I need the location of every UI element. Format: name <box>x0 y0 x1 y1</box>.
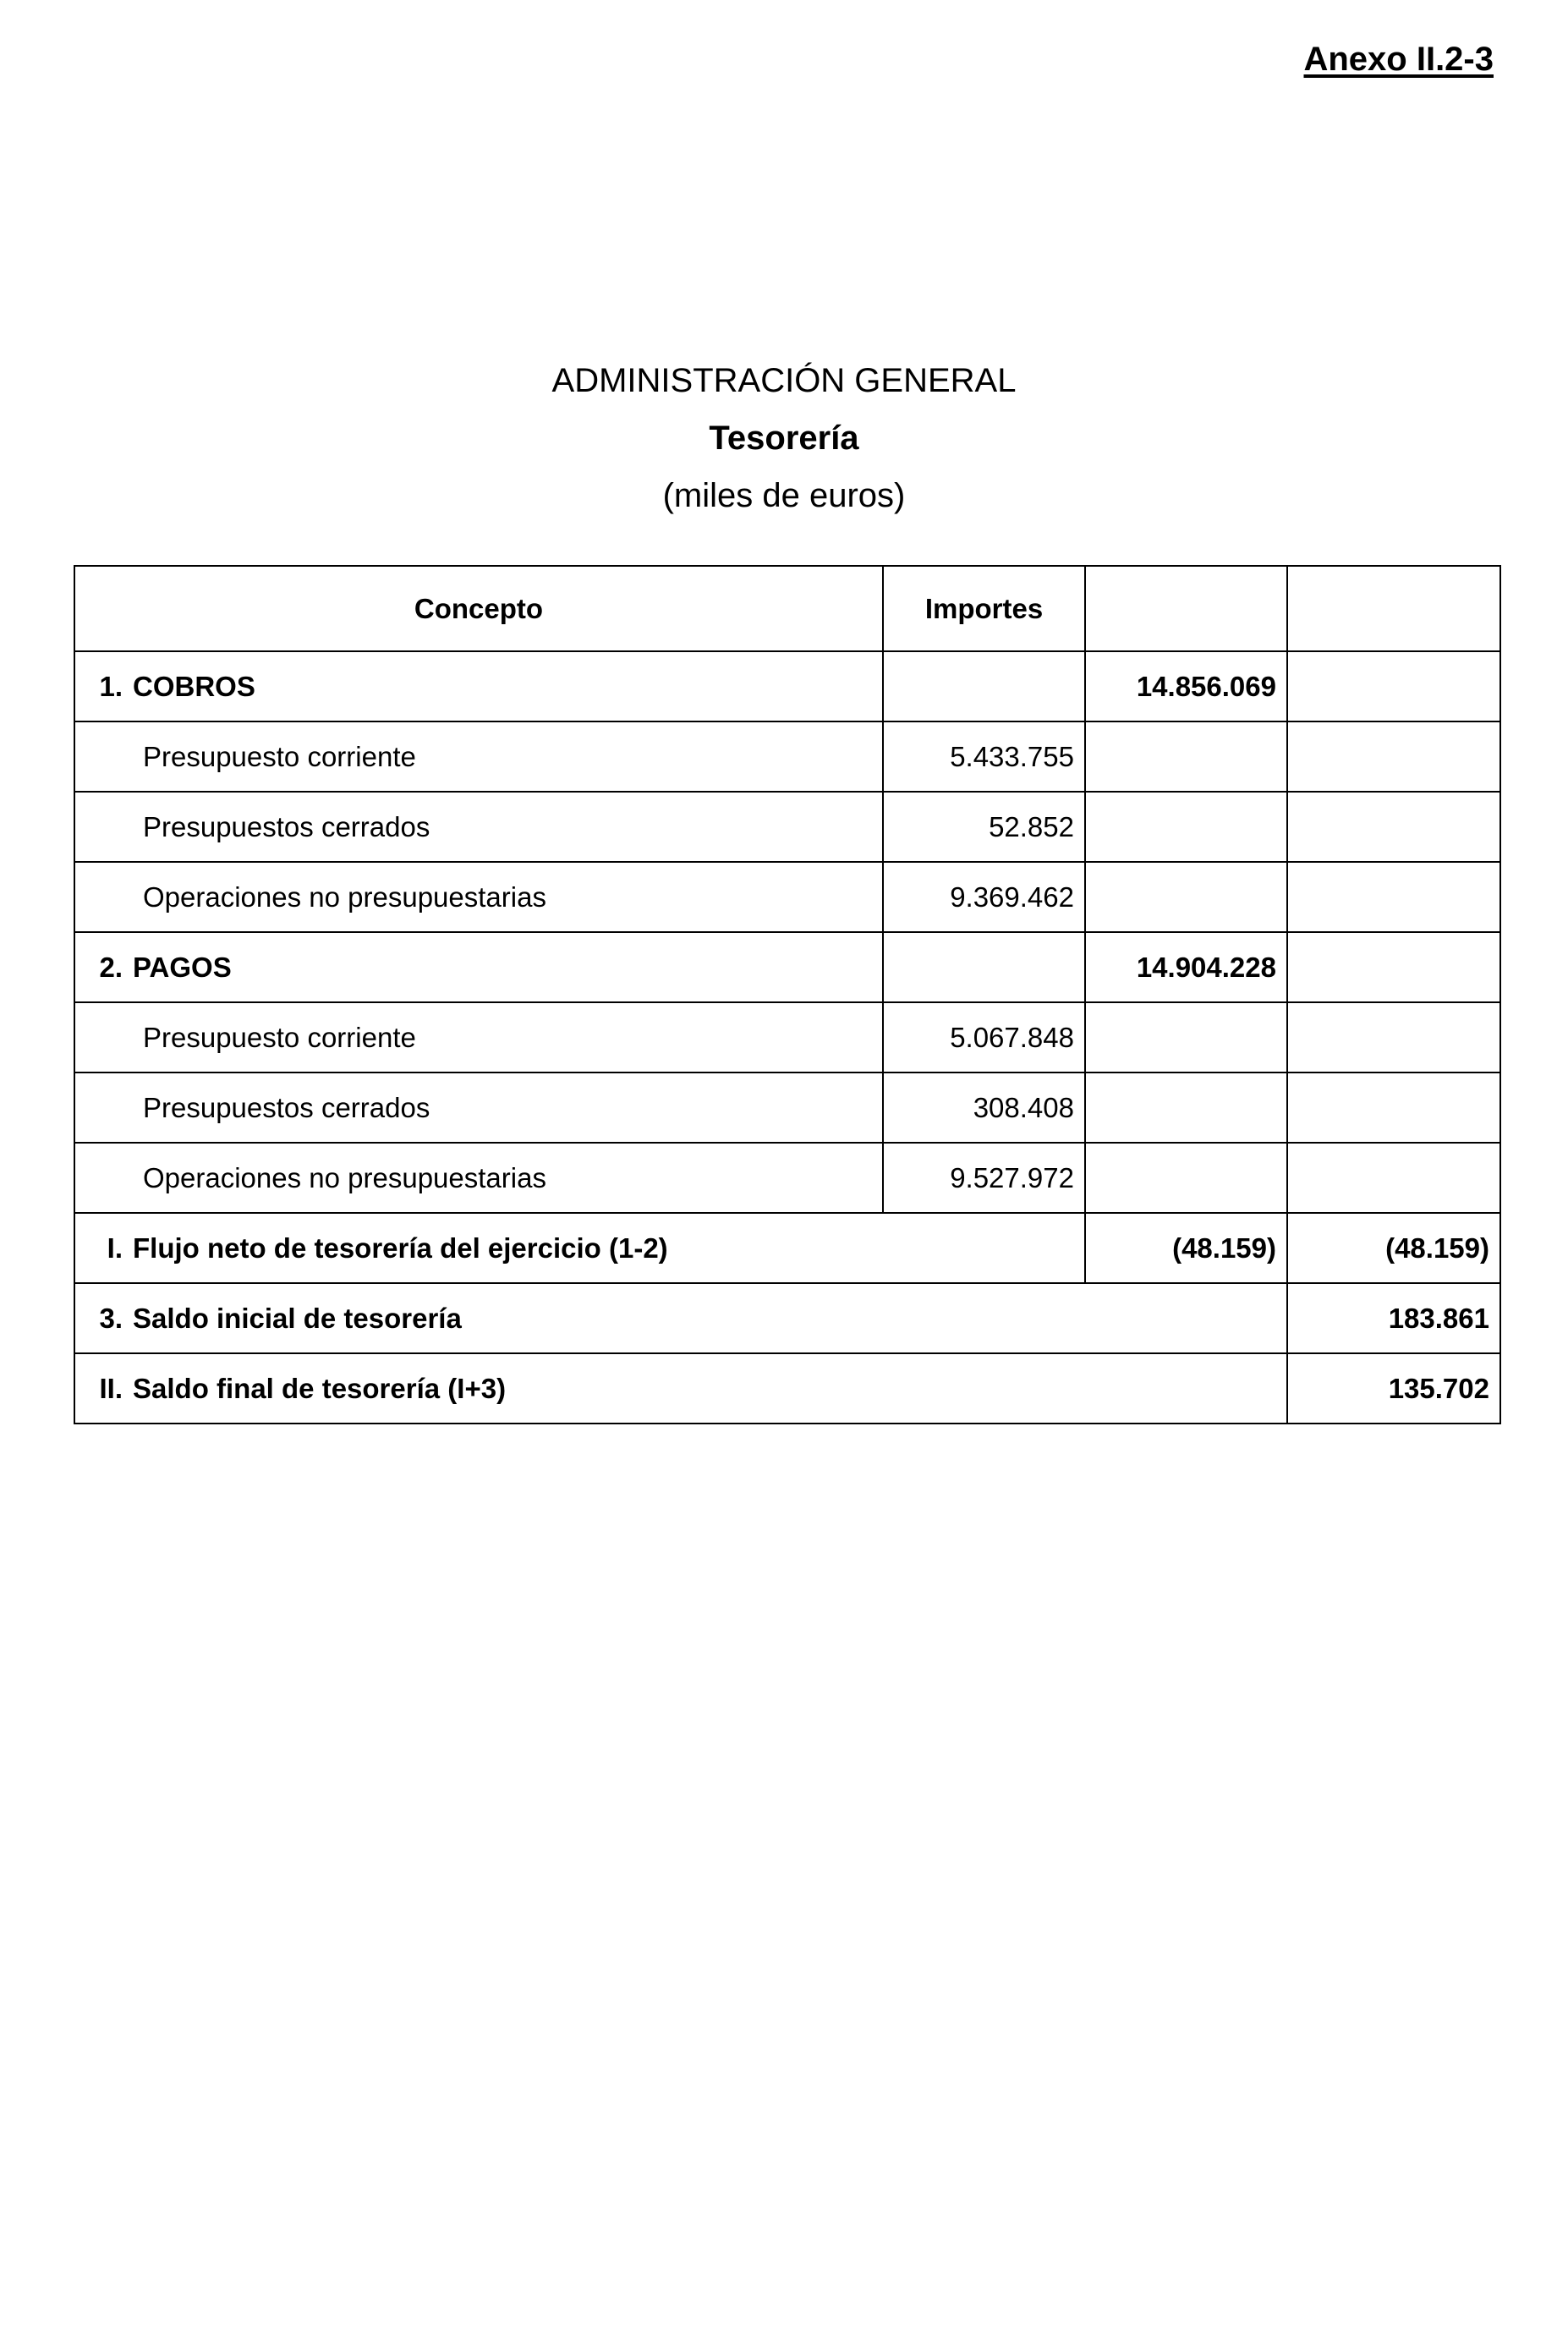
concept-cell <box>74 1002 883 1073</box>
concept-cell <box>74 932 883 1002</box>
row-index: I. <box>107 1232 123 1264</box>
concept-cell <box>74 792 883 862</box>
result-cell: (48.159) <box>1287 1213 1500 1283</box>
column-header-blank-4 <box>1287 566 1500 651</box>
total-cell: 14.856.069 <box>1085 651 1287 721</box>
empty-cell <box>1085 1073 1287 1143</box>
row-label: Operaciones no presupuestarias <box>143 1161 546 1193</box>
table-row-pagos <box>74 932 1500 1002</box>
empty-cell <box>1287 932 1500 1002</box>
column-header-importes: Importes <box>883 566 1085 651</box>
table-row-saldo-final <box>74 1353 1500 1424</box>
empty-cell <box>1085 862 1287 932</box>
empty-cell <box>1287 1073 1500 1143</box>
row-index: 2. <box>99 951 123 983</box>
empty-cell <box>1287 651 1500 721</box>
row-label: Flujo neto de tesorería del ejercicio (1-2) <box>133 1232 668 1264</box>
page-title: Tesorería <box>709 420 859 457</box>
column-header-blank-3 <box>1085 566 1287 651</box>
empty-cell <box>1287 1143 1500 1213</box>
table-row-flujo-neto <box>74 1213 1500 1283</box>
table-row-cobros <box>74 651 1500 721</box>
row-index: 1. <box>99 670 123 702</box>
row-label: Saldo final de tesorería (I+3) <box>133 1372 507 1404</box>
concept-cell <box>74 1353 1287 1424</box>
empty-cell <box>1287 862 1500 932</box>
concept-cell <box>74 1073 883 1143</box>
amount-cell <box>883 932 1085 1002</box>
empty-cell <box>1085 792 1287 862</box>
concept-cell <box>74 651 883 721</box>
concept-cell <box>74 1143 883 1213</box>
row-label: Saldo inicial de tesorería <box>133 1302 462 1334</box>
amount-cell: 308.408 <box>883 1073 1085 1143</box>
row-label: Presupuesto corriente <box>143 740 416 772</box>
concept-cell <box>74 1283 1287 1353</box>
concept-cell <box>74 1213 1085 1283</box>
amount-cell: 5.433.755 <box>883 721 1085 792</box>
amount-cell: 9.527.972 <box>883 1143 1085 1213</box>
amount-cell <box>883 651 1085 721</box>
amount-cell: 5.067.848 <box>883 1002 1085 1073</box>
empty-cell <box>1085 1143 1287 1213</box>
table-row-saldo-inicial <box>74 1283 1500 1353</box>
table-row <box>74 1002 1500 1073</box>
empty-cell <box>1287 721 1500 792</box>
concept-cell <box>74 862 883 932</box>
result-cell: 135.702 <box>1287 1353 1500 1424</box>
row-index: 3. <box>99 1302 123 1334</box>
total-cell: 14.904.228 <box>1085 932 1287 1002</box>
concept-cell <box>74 721 883 792</box>
total-cell: (48.159) <box>1085 1213 1287 1283</box>
table-row <box>74 721 1500 792</box>
amount-cell: 9.369.462 <box>883 862 1085 932</box>
row-label: PAGOS <box>133 951 232 983</box>
table-row <box>74 862 1500 932</box>
table-header-row <box>74 566 1500 651</box>
row-label: Operaciones no presupuestarias <box>143 880 546 913</box>
row-label: Presupuesto corriente <box>143 1021 416 1053</box>
row-label: Presupuestos cerrados <box>143 1091 430 1123</box>
units-subtitle: (miles de euros) <box>662 477 906 514</box>
table-row <box>74 792 1500 862</box>
empty-cell <box>1287 1002 1500 1073</box>
column-header-concepto: Concepto <box>74 566 883 651</box>
table-row <box>74 1143 1500 1213</box>
empty-cell <box>1085 721 1287 792</box>
row-index: II. <box>99 1372 123 1404</box>
row-label: COBROS <box>133 670 255 702</box>
annex-label: Anexo II.2-3 <box>1303 41 1494 78</box>
empty-cell <box>1287 792 1500 862</box>
empty-cell <box>1085 1002 1287 1073</box>
organization-heading: ADMINISTRACIÓN GENERAL <box>551 362 1017 399</box>
treasury-table <box>74 565 1501 1424</box>
result-cell: 183.861 <box>1287 1283 1500 1353</box>
table-row <box>74 1073 1500 1143</box>
amount-cell: 52.852 <box>883 792 1085 862</box>
row-label: Presupuestos cerrados <box>143 810 430 842</box>
